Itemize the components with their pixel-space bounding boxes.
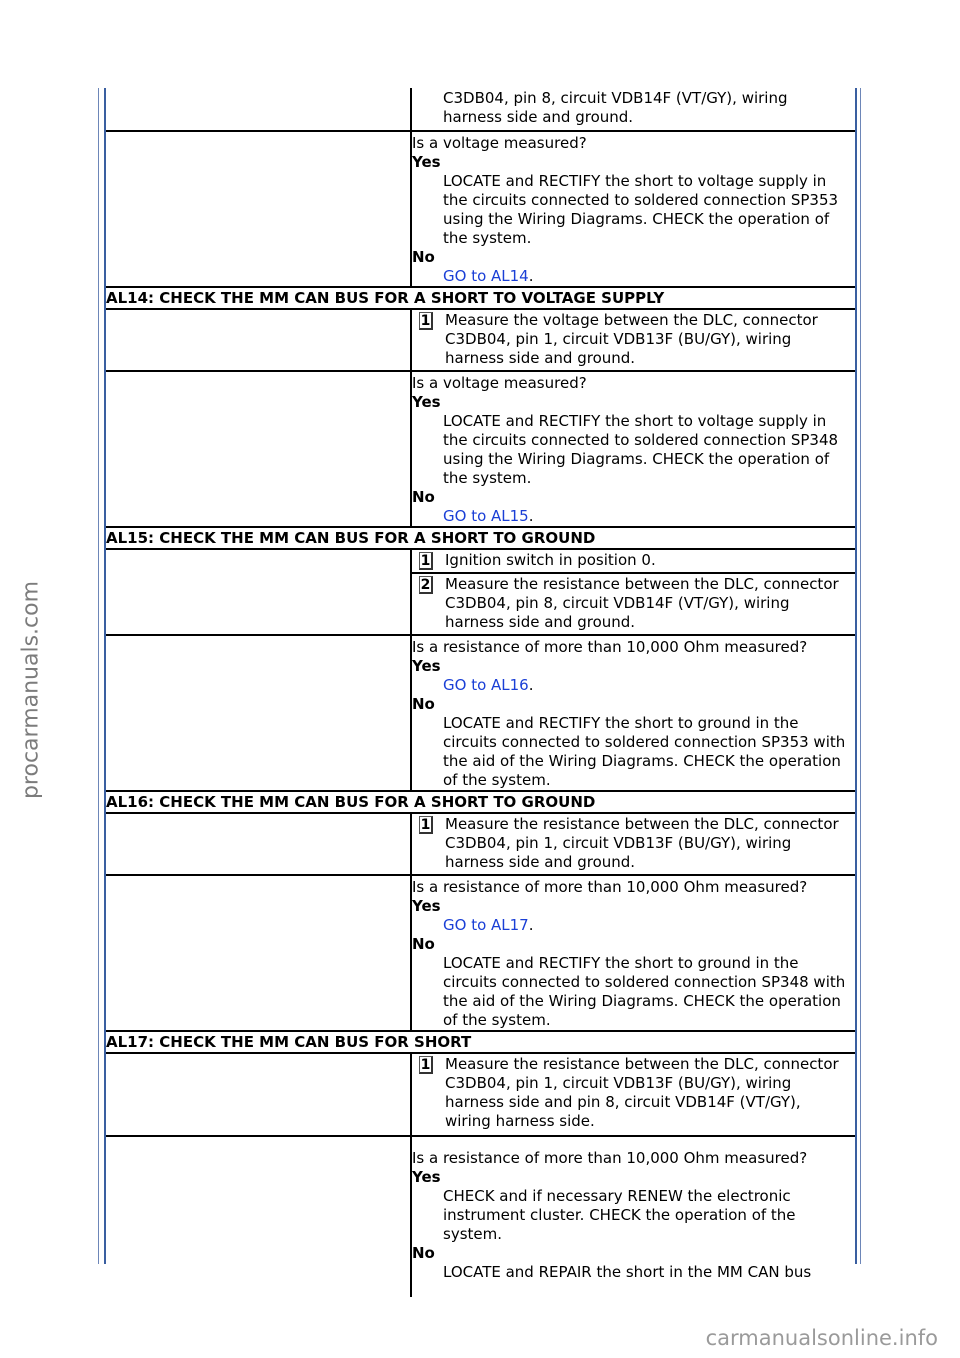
table-row [106, 88, 855, 132]
yes-text: LOCATE and RECTIFY the short to voltage supply in the circuits connected to soldered connection SP348 using the Wiring Diagrams. CHECK the operation of the system. [443, 412, 839, 487]
go-to-al15-link[interactable]: GO to AL15 [443, 507, 529, 525]
image-cell [106, 88, 412, 130]
no-label: No [412, 1244, 435, 1262]
no-label: No [412, 488, 435, 506]
table-row [106, 550, 855, 636]
yes-label: Yes [412, 897, 441, 915]
step-number: 1 [419, 1056, 433, 1074]
go-to-al17-link[interactable]: GO to AL17 [443, 916, 529, 934]
question: Is a voltage measured? [412, 374, 587, 392]
table-row [106, 1137, 855, 1297]
qa-cell: Is a resistance of more than 10,000 Ohm measured? Yes GO to AL16. No LOCATE and RECTIFY the short to ground in the circuits connected to soldered connection SP353 with the aid of the Wiring Diagrams. CHECK the operation of the system. [412, 636, 855, 790]
image-cell [106, 814, 412, 874]
step-item [412, 310, 855, 370]
diagnostic-table [106, 88, 855, 1297]
question: Is a resistance of more than 10,000 Ohm measured? [412, 1149, 808, 1167]
question: Is a voltage measured? [412, 134, 587, 152]
yes-label: Yes [412, 657, 441, 675]
yes-text: CHECK and if necessary RENEW the electronic instrument cluster. CHECK the operation of the system. [443, 1187, 796, 1243]
image-cell [106, 876, 412, 1030]
step-number: 1 [419, 816, 433, 834]
yes-label: Yes [412, 1168, 441, 1186]
no-label: No [412, 248, 435, 266]
qa-cell: Is a voltage measured? Yes LOCATE and RECTIFY the short to voltage supply in the circuits connected to soldered connection SP348 using the Wiring Diagrams. CHECK the operation of the system. No GO to AL15. [412, 372, 855, 526]
image-cell [106, 132, 412, 286]
no-text: LOCATE and RECTIFY the short to ground in the circuits connected to soldered connection SP348 with the aid of the Wiring Diagrams. CHECK the operation of the system. [443, 954, 846, 1029]
section-title-al15: AL15: CHECK THE MM CAN BUS FOR A SHORT TO GROUND [106, 528, 855, 550]
go-to-al14-link[interactable]: GO to AL14 [443, 267, 529, 285]
qa-cell [412, 1137, 855, 1297]
no-text: LOCATE and RECTIFY the short to ground in the circuits connected to soldered connection SP353 with the aid of the Wiring Diagrams. CHECK the operation of the system. [443, 714, 846, 789]
table-row [106, 132, 855, 288]
step-number: 2 [419, 576, 433, 594]
image-cell [106, 636, 412, 790]
table-row [106, 876, 855, 1032]
yes-label: Yes [412, 393, 441, 411]
step-item [412, 1054, 855, 1135]
no-label: No [412, 695, 435, 713]
table-row [106, 372, 855, 528]
qa-cell: Is a resistance of more than 10,000 Ohm measured? Yes GO to AL17. No LOCATE and RECTIFY the short to ground in the circuits connected to soldered connection SP348 with the aid of the Wiring Diagrams. CHECK the operation of the system. [412, 876, 855, 1030]
watermark-carmanualsonline: carmanualsonline.info [705, 1326, 938, 1350]
step-number: 1 [419, 312, 433, 330]
step-item [412, 814, 855, 874]
page-margin-line [860, 88, 861, 1264]
step-item [412, 550, 855, 574]
step-text: Measure the voltage between the DLC, connector C3DB04, pin 1, circuit VDB13F (BU/GY), wiring harness side and ground. [445, 311, 818, 367]
step-text: Measure the resistance between the DLC, connector C3DB04, pin 1, circuit VDB13F (BU/GY), wiring harness side and ground. [445, 815, 839, 871]
yes-text: LOCATE and RECTIFY the short to voltage supply in the circuits connected to soldered connection SP353 using the Wiring Diagrams. CHECK the operation of the system. [443, 172, 839, 247]
table-row [106, 1054, 855, 1137]
watermark-procarmanuals: procarmanuals.com [18, 580, 44, 800]
no-label: No [412, 935, 435, 953]
page-margin-line [98, 88, 99, 1264]
question: Is a resistance of more than 10,000 Ohm measured? [412, 878, 808, 896]
section-title-al17: AL17: CHECK THE MM CAN BUS FOR SHORT [106, 1032, 855, 1054]
step-text: Ignition switch in position 0. [445, 551, 656, 569]
image-cell [106, 550, 412, 634]
step-text: Measure the resistance between the DLC, connector C3DB04, pin 1, circuit VDB13F (BU/GY), wiring harness side and pin 8, circuit VDB14F (VT/GY), wiring harness side. [445, 1055, 839, 1130]
page-margin-line [855, 88, 857, 1264]
question: Is a resistance of more than 10,000 Ohm measured? [412, 638, 808, 656]
image-cell [106, 310, 412, 370]
image-cell [106, 1054, 412, 1135]
step-item [412, 574, 855, 634]
no-text: LOCATE and REPAIR the short in the MM CAN bus [443, 1263, 812, 1281]
image-cell [106, 372, 412, 526]
step-text: C3DB04, pin 8, circuit VDB14F (VT/GY), wiring harness side and ground. [443, 89, 788, 126]
image-cell [106, 1137, 412, 1297]
yes-label: Yes [412, 153, 441, 171]
go-to-al16-link[interactable]: GO to AL16 [443, 676, 529, 694]
table-row [106, 636, 855, 792]
section-title-al14: AL14: CHECK THE MM CAN BUS FOR A SHORT TO VOLTAGE SUPPLY [106, 288, 855, 310]
step-text: Measure the resistance between the DLC, connector C3DB04, pin 8, circuit VDB14F (VT/GY), wiring harness side and ground. [445, 575, 839, 631]
qa-cell: Is a voltage measured? Yes LOCATE and RECTIFY the short to voltage supply in the circuits connected to soldered connection SP353 using the Wiring Diagrams. CHECK the operation of the system. No GO to AL14. [412, 132, 855, 286]
step-number: 1 [419, 552, 433, 570]
table-row [106, 310, 855, 372]
table-row [106, 814, 855, 876]
section-title-al16: AL16: CHECK THE MM CAN BUS FOR A SHORT TO GROUND [106, 792, 855, 814]
